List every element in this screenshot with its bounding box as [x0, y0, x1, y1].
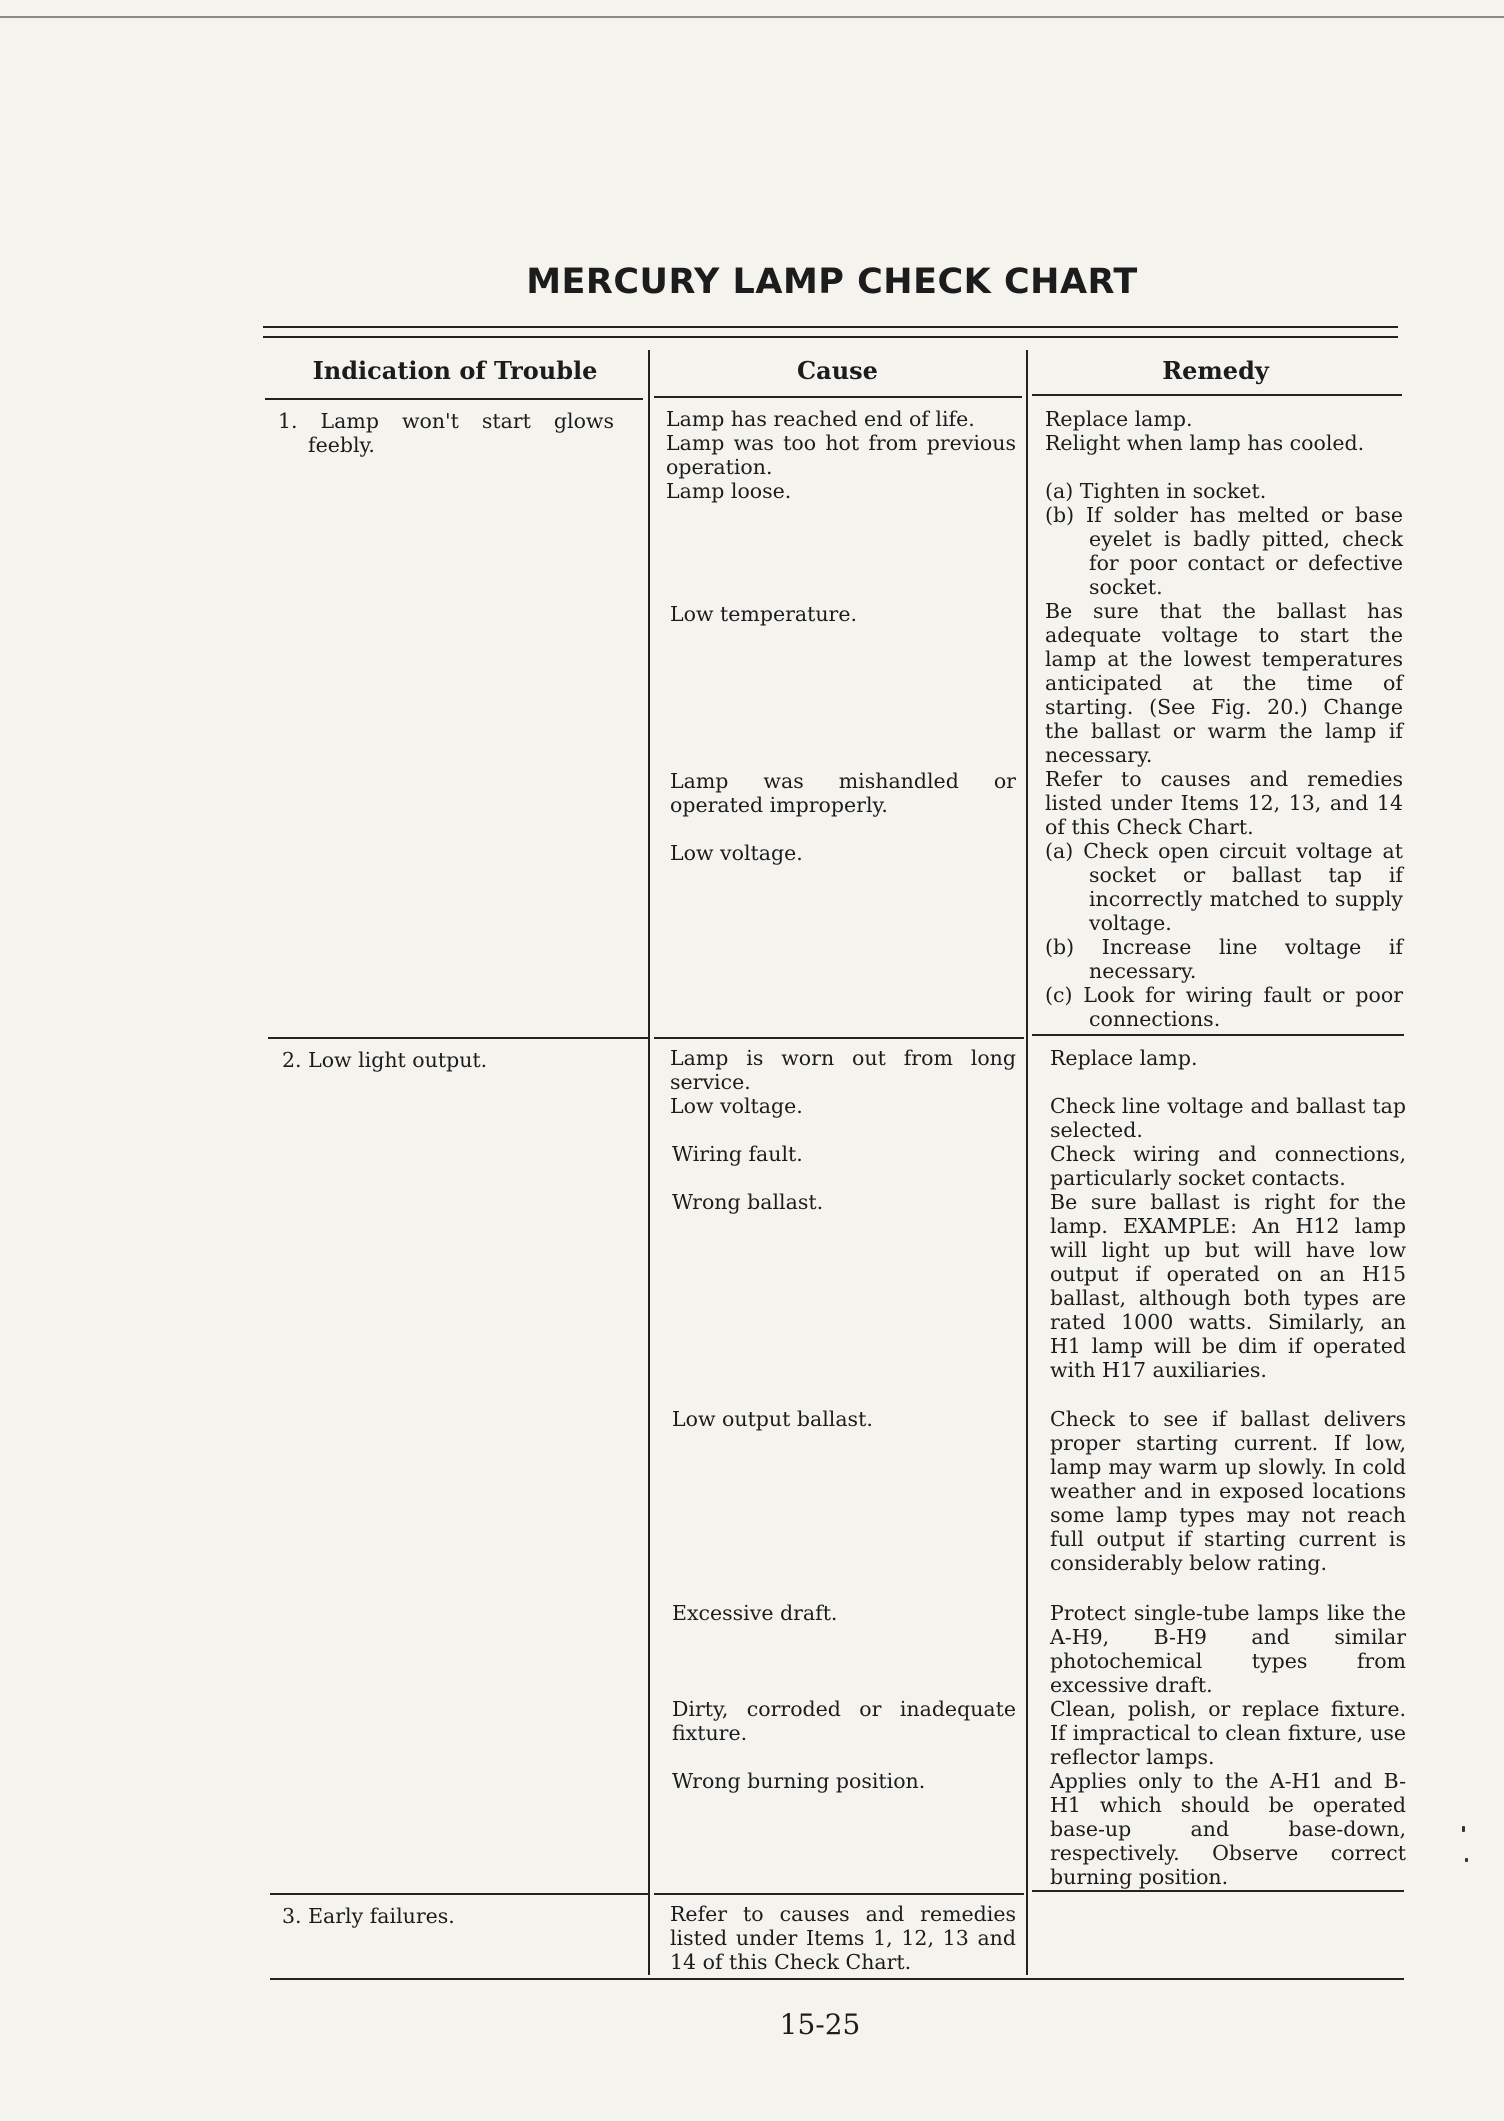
- cause-item: Low voltage.: [670, 1094, 803, 1118]
- column-divider: [1026, 350, 1028, 1975]
- cause-item: Lamp loose.: [666, 479, 792, 503]
- remedy-item: Be sure ballast is right for the lamp. EXAMPLE: An H12 lamp will light up but will have low output if operated on an H15 ballast, although both types are rated 1000 watts. Similarly, an H1 lamp will be dim if operated with H17 auxiliaries.: [1050, 1190, 1406, 1382]
- remedy-item: (b) If solder has melted or base eyelet is badly pitted, check for poor contact or defective socket.: [1045, 503, 1403, 599]
- cause-item: Lamp was mishandled or operated improperly.: [670, 769, 1016, 817]
- remedy-item: (a) Check open circuit voltage at socket or ballast tap if incorrectly matched to supply voltage.: [1045, 839, 1403, 935]
- cause-item: Wrong burning position.: [672, 1769, 926, 1793]
- row-3-causes: [670, 1902, 1016, 1974]
- page-number: 15-25: [779, 2008, 861, 2041]
- cause-item: Refer to causes and remedies listed under Items 1, 12, 13 and 14 of this Check Chart.: [670, 1902, 1016, 1974]
- remedy-item: Applies only to the A-H1 and B-H1 which should be operated base-up and base-down, respectively. Observe correct burning position.: [1050, 1769, 1406, 1889]
- remedy-item: Replace lamp.: [1045, 407, 1193, 431]
- row-separator: [654, 1037, 1024, 1039]
- top-rule: [263, 326, 1398, 328]
- cause-item: Low output ballast.: [672, 1407, 873, 1431]
- header-remedy: Remedy: [1162, 356, 1269, 385]
- row-3-trouble: [282, 1904, 618, 1928]
- page-title: MERCURY LAMP CHECK CHART: [526, 262, 1138, 302]
- trouble-text: 3. Early failures.: [282, 1904, 455, 1928]
- cause-item: Excessive draft.: [672, 1601, 838, 1625]
- top-rule-2: [263, 336, 1398, 338]
- remedy-item: (b) Increase line voltage if necessary.: [1045, 935, 1403, 983]
- cause-item: Wrong ballast.: [672, 1190, 824, 1214]
- cause-item: Wiring fault.: [672, 1142, 803, 1166]
- column-divider: [648, 350, 650, 1975]
- scan-speck: [1462, 1826, 1465, 1832]
- remedy-item: (c) Look for wiring fault or poor connections.: [1045, 983, 1403, 1031]
- trouble-text: 2. Low light output.: [282, 1048, 488, 1072]
- remedy-item: Be sure that the ballast has adequate voltage to start the lamp at the lowest temperatures anticipated at the time of starting. (See Fig. 20.) Change the ballast or warm the lamp if necessary.: [1045, 599, 1403, 767]
- row-separator: [1032, 1034, 1404, 1036]
- remedy-item: Relight when lamp has cooled.: [1045, 431, 1365, 455]
- remedy-item: Check to see if ballast delivers proper starting current. If low, lamp may warm up slowly. In cold weather and in exposed locations some lamp types may not reach full output if starting current is considerably below rating.: [1050, 1407, 1406, 1575]
- cause-item: Lamp is worn out from long service.: [670, 1046, 1016, 1094]
- row-1-trouble: [278, 409, 614, 457]
- remedy-item: Check line voltage and ballast tap selected.: [1050, 1094, 1406, 1142]
- header-underline: [654, 396, 1022, 398]
- trouble-text: 1. Lamp won't start glows feebly.: [278, 409, 614, 457]
- scan-speck: [1465, 1858, 1468, 1862]
- cause-item: Dirty, corroded or inadequate fixture.: [672, 1697, 1016, 1745]
- header-underline: [265, 398, 643, 400]
- cause-item: Lamp has reached end of life.: [666, 407, 975, 431]
- row-2-trouble: [282, 1048, 618, 1072]
- remedy-item: Replace lamp.: [1050, 1046, 1198, 1070]
- remedy-item: Protect single-tube lamps like the A-H9, B-H9 and similar photochemical types from excessive draft.: [1050, 1601, 1406, 1697]
- remedy-item: Refer to causes and remedies listed under Items 12, 13, and 14 of this Check Chart.: [1045, 767, 1403, 839]
- bottom-rule: [270, 1978, 1404, 1980]
- scan-edge: [0, 16, 1504, 18]
- header-cause: Cause: [797, 356, 878, 385]
- row-separator: [270, 1893, 648, 1895]
- row-separator: [654, 1893, 1024, 1895]
- row-1-causes: [666, 407, 1016, 865]
- cause-item: Low voltage.: [670, 841, 803, 865]
- cause-item: Lamp was too hot from previous operation.: [666, 431, 1016, 479]
- row-separator: [1032, 1890, 1404, 1892]
- remedy-item: Clean, polish, or replace fixture. If impractical to clean fixture, use reflector lamps.: [1050, 1697, 1406, 1769]
- row-separator: [268, 1037, 648, 1039]
- remedy-item: (a) Tighten in socket.: [1045, 479, 1267, 503]
- row-1-remedies: [1045, 407, 1403, 1031]
- header-underline: [1032, 394, 1402, 396]
- cause-item: Low temperature.: [670, 602, 857, 626]
- remedy-item: Check wiring and connections, particularly socket contacts.: [1050, 1142, 1406, 1190]
- header-trouble: Indication of Trouble: [312, 356, 598, 385]
